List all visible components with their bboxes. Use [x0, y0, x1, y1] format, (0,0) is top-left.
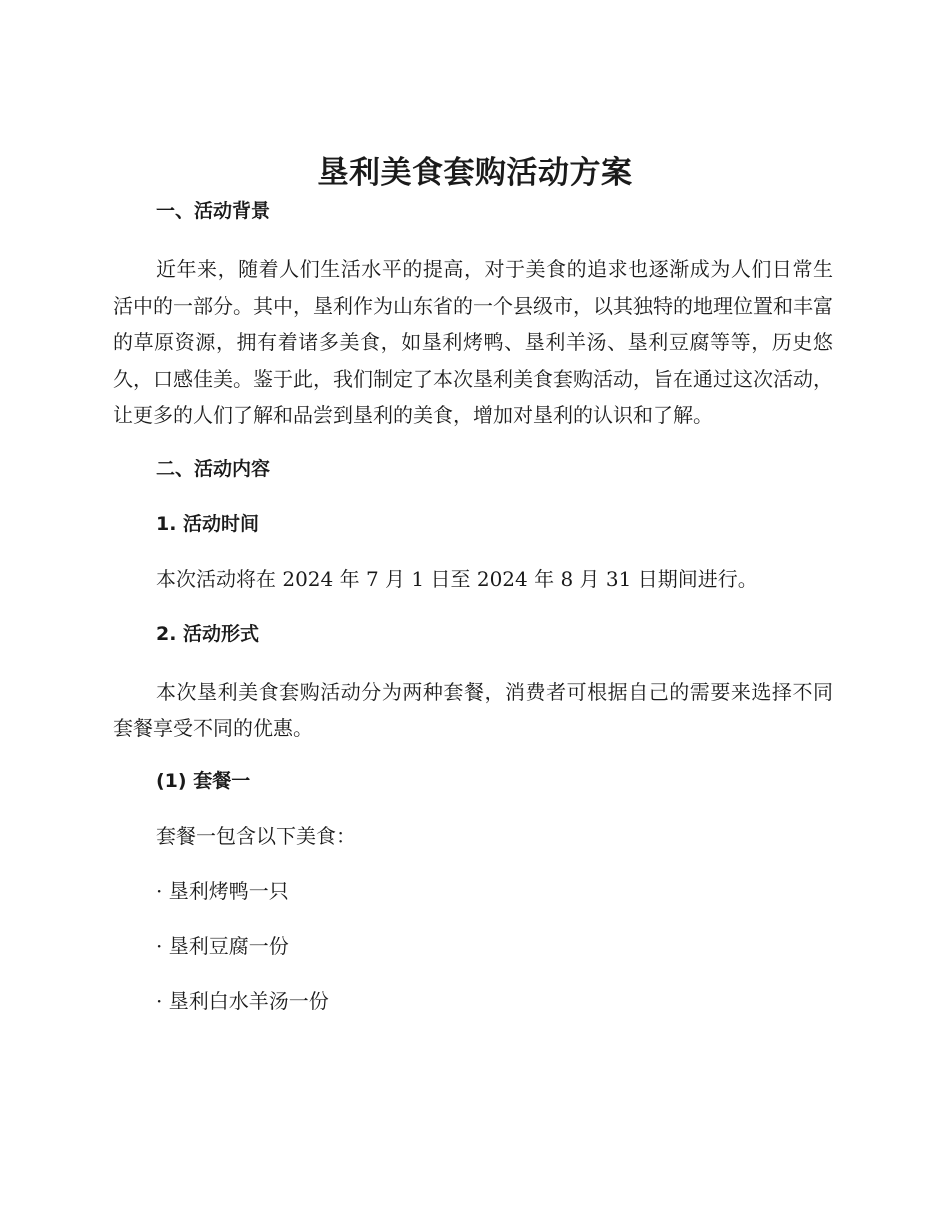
section-heading-background: 一、活动背景 [156, 200, 271, 222]
activity-form-paragraph: 本次垦利美食套购活动分为两种套餐，消费者可根据自己的需要来选择不同套餐享受不同的优惠。 [113, 679, 833, 740]
subheading-activity-time: 1. 活动时间 [156, 512, 260, 535]
activity-time-paragraph: 本次活动将在 2024 年 7 月 1 日至 2024 年 8 月 31 日期间进行。 [156, 566, 758, 591]
subheading-package-one: (1) 套餐一 [156, 769, 251, 792]
list-item: · 垦利白水羊汤一份 [156, 988, 329, 1013]
background-paragraph: 近年来，随着人们生活水平的提高，对于美食的追求也逐渐成为人们日常生活中的一部分。其中，垦利作为山东省的一个县级市，以其独特的地理位置和丰富的草原资源，拥有着诸多美食，如垦利烤鸭、垦利羊汤、垦利豆腐等等，历史悠久，口感佳美。鉴于此，我们制定了本次垦利美食套购活动，旨在通过这次活动，让更多的人们了解和品尝到垦利的美食，增加对垦利的认识和了解。 [113, 257, 833, 427]
document-title: 垦利美食套购活动方案 [317, 155, 633, 191]
section-heading-content: 二、活动内容 [156, 457, 271, 480]
list-item: · 垦利烤鸭一只 [156, 878, 289, 903]
subheading-activity-form: 2. 活动形式 [156, 622, 260, 645]
list-item: · 垦利豆腐一份 [156, 933, 289, 958]
document-body [113, 196, 833, 1041]
package-one-intro: 套餐一包含以下美食： [156, 823, 356, 848]
